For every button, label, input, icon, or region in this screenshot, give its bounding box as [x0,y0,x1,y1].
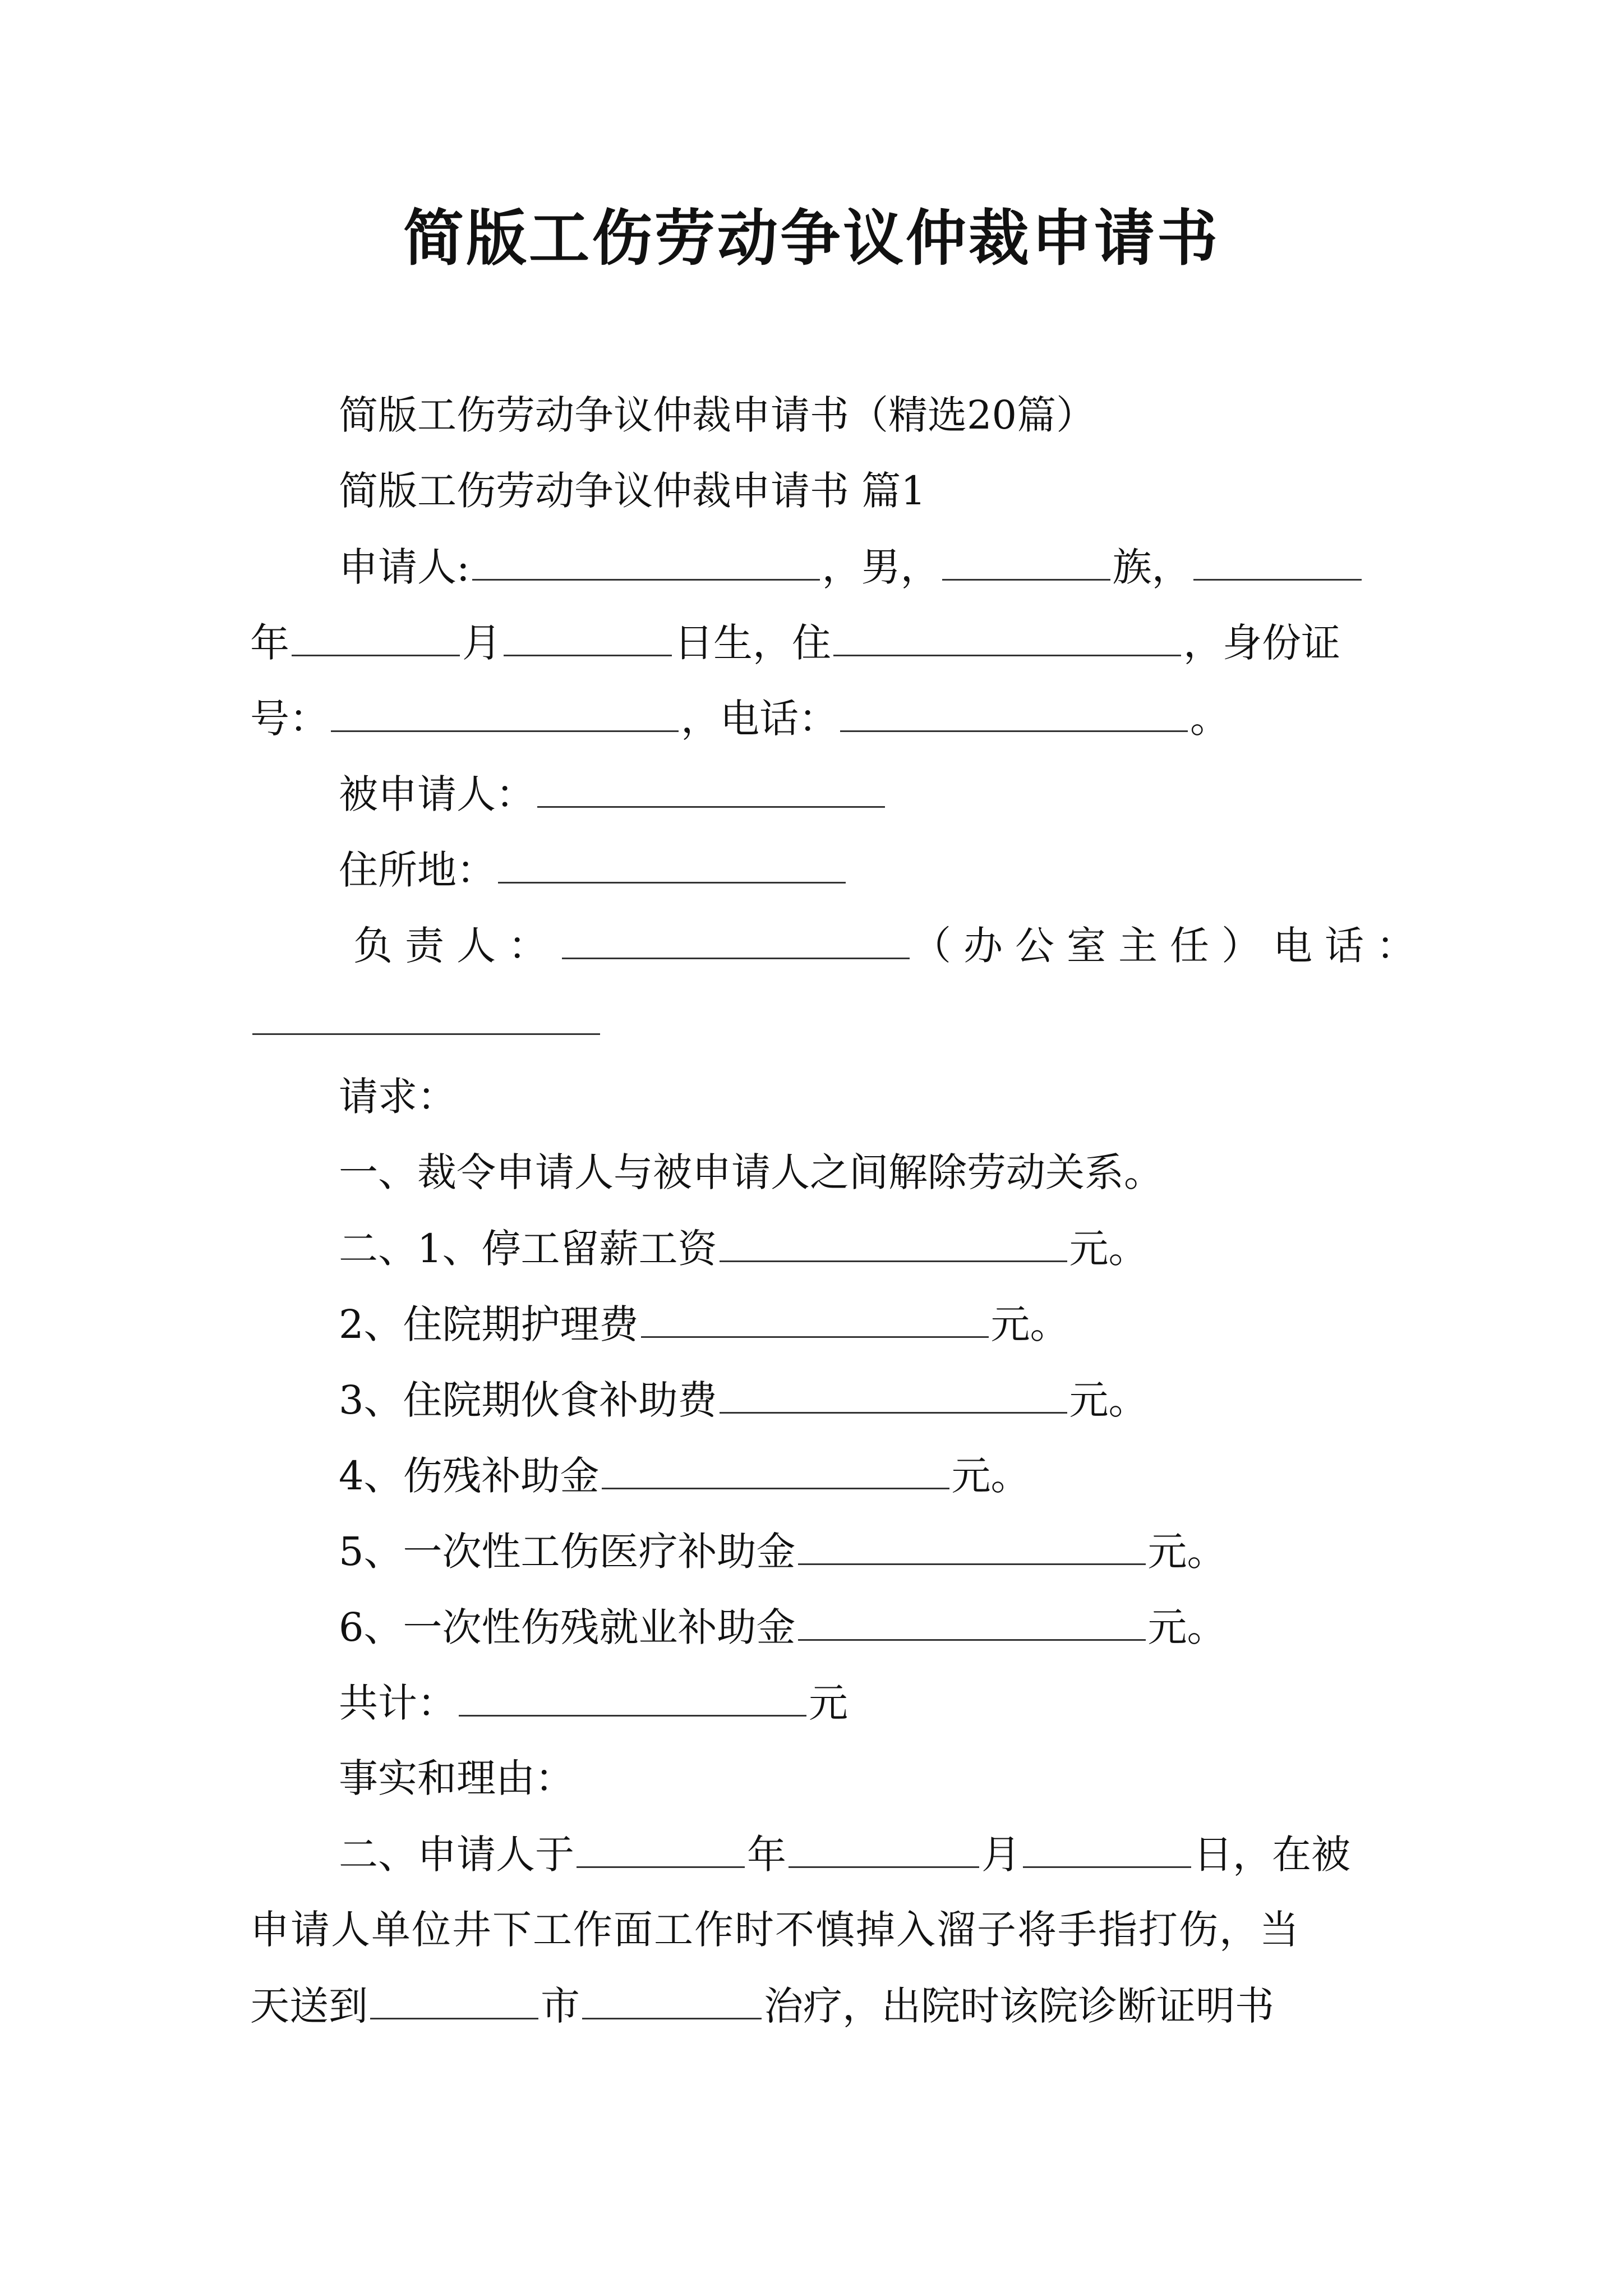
unit: 元。 [1147,1529,1227,1575]
respondent-blank[interactable] [537,766,885,808]
facts-year-label: 年 [747,1832,786,1878]
respondent-address-blank[interactable] [498,841,846,884]
facts-line-1 [339,1826,1382,1883]
section-heading: 简版工伤劳动争议仲裁申请书 篇1 [339,468,926,514]
claim-item-4-label: 3、住院期伙食补助费 [339,1377,717,1423]
total-line [339,1674,1382,1731]
claim-item-2-label: 二、1、停工留薪工资 [339,1226,717,1272]
subtitle: 简版工伤劳动争议仲裁申请书（精选20篇） [339,392,1096,438]
claim-item-3-blank[interactable] [641,1296,989,1338]
ethnicity-blank[interactable] [942,539,1110,581]
facts-day-label: 日，在被 [1193,1832,1350,1878]
address-line [339,841,1382,898]
total-unit: 元 [809,1680,848,1726]
office-phone-label: （办公室主任）电话： [912,923,1428,969]
claim-item-7-label: 6、一次性伤残就业补助金 [339,1604,796,1650]
claim-item-3 [339,1296,1382,1352]
born-label: 日生，住 [674,620,831,666]
ethnicity-label: 族， [1112,544,1191,590]
head-line [353,917,1428,974]
facts-line-2: 申请人单位井下工作面工作时不慎掉入溜子将手指打伤，当 [250,1907,1300,1953]
city-blank[interactable] [370,1977,538,2019]
claim-item-5-blank[interactable] [602,1447,949,1489]
phone-blank[interactable] [840,690,1188,732]
unit: 元。 [1069,1377,1148,1423]
claim-item-4-blank[interactable] [720,1372,1067,1414]
applicant-line-1 [339,539,1382,595]
claim-item-6 [339,1523,1382,1580]
birth-year-blank[interactable] [1193,539,1362,581]
facts-month-blank[interactable] [789,1826,979,1868]
claim-item-3-label: 2、住院期护理费 [339,1301,639,1347]
id-label: ，身份证 [1183,620,1340,666]
phone-label: ，电话： [681,696,838,742]
head-blank[interactable] [562,917,910,959]
facts-sent-to: 天送到 [250,1983,368,2029]
unit: 元。 [990,1301,1069,1347]
hospital-blank[interactable] [582,1977,762,2019]
claim-item-5 [339,1447,1382,1504]
claim-item-5-label: 4、伤残补助金 [339,1453,600,1499]
total-label: 共计： [339,1680,457,1726]
respondent-line [339,766,1382,822]
facts-year-blank[interactable] [577,1826,745,1868]
claim-item-7-blank[interactable] [798,1599,1146,1641]
claim-item-4 [339,1372,1382,1428]
gender-text: ，男， [822,544,940,590]
claim-item-7 [339,1599,1382,1655]
year-label: 年 [250,620,289,666]
claims-heading: 请求： [339,1074,457,1120]
applicant-label: 申请人: [339,544,470,590]
birth-day-blank[interactable] [504,614,672,656]
month-label: 月 [462,620,501,666]
applicant-name-blank[interactable] [472,539,820,581]
facts-treatment-text: 治疗，出院时该院诊断证明书 [764,1983,1274,2029]
facts-day-blank[interactable] [1023,1826,1191,1868]
facts-month-label: 月 [981,1832,1021,1878]
city-label: 市 [541,1983,580,2029]
facts-heading: 事实和理由： [339,1755,574,1801]
total-blank[interactable] [459,1674,806,1717]
claim-item-1: 一、裁令申请人与被申请人之间解除劳动关系。 [339,1149,1163,1195]
claim-item-6-label: 5、一次性工伤医疗补助金 [339,1529,796,1575]
period: 。 [1190,696,1229,742]
head-phone-line [250,993,1382,1050]
head-phone-blank[interactable] [252,993,600,1035]
respondent-label: 被申请人： [339,771,535,817]
claim-item-2-blank[interactable] [720,1220,1067,1262]
id-number-blank[interactable] [331,690,679,732]
unit: 元。 [1147,1604,1227,1650]
unit: 元。 [951,1453,1030,1499]
id-tail: 号： [250,696,329,742]
facts-start: 二、申请人于 [339,1832,574,1878]
document-title: 简版工伤劳动争议仲裁申请书 [403,203,1220,274]
address-blank[interactable] [833,614,1181,656]
claim-item-6-blank[interactable] [798,1523,1146,1565]
facts-line-3 [250,1977,1382,2034]
applicant-line-3 [250,690,1382,747]
claim-item-2 [339,1220,1382,1277]
address-label: 住所地： [339,847,496,893]
head-label: 负责人： [353,923,560,969]
unit: 元。 [1069,1226,1148,1272]
birth-month-blank[interactable] [292,614,460,656]
applicant-line-2 [250,614,1382,671]
